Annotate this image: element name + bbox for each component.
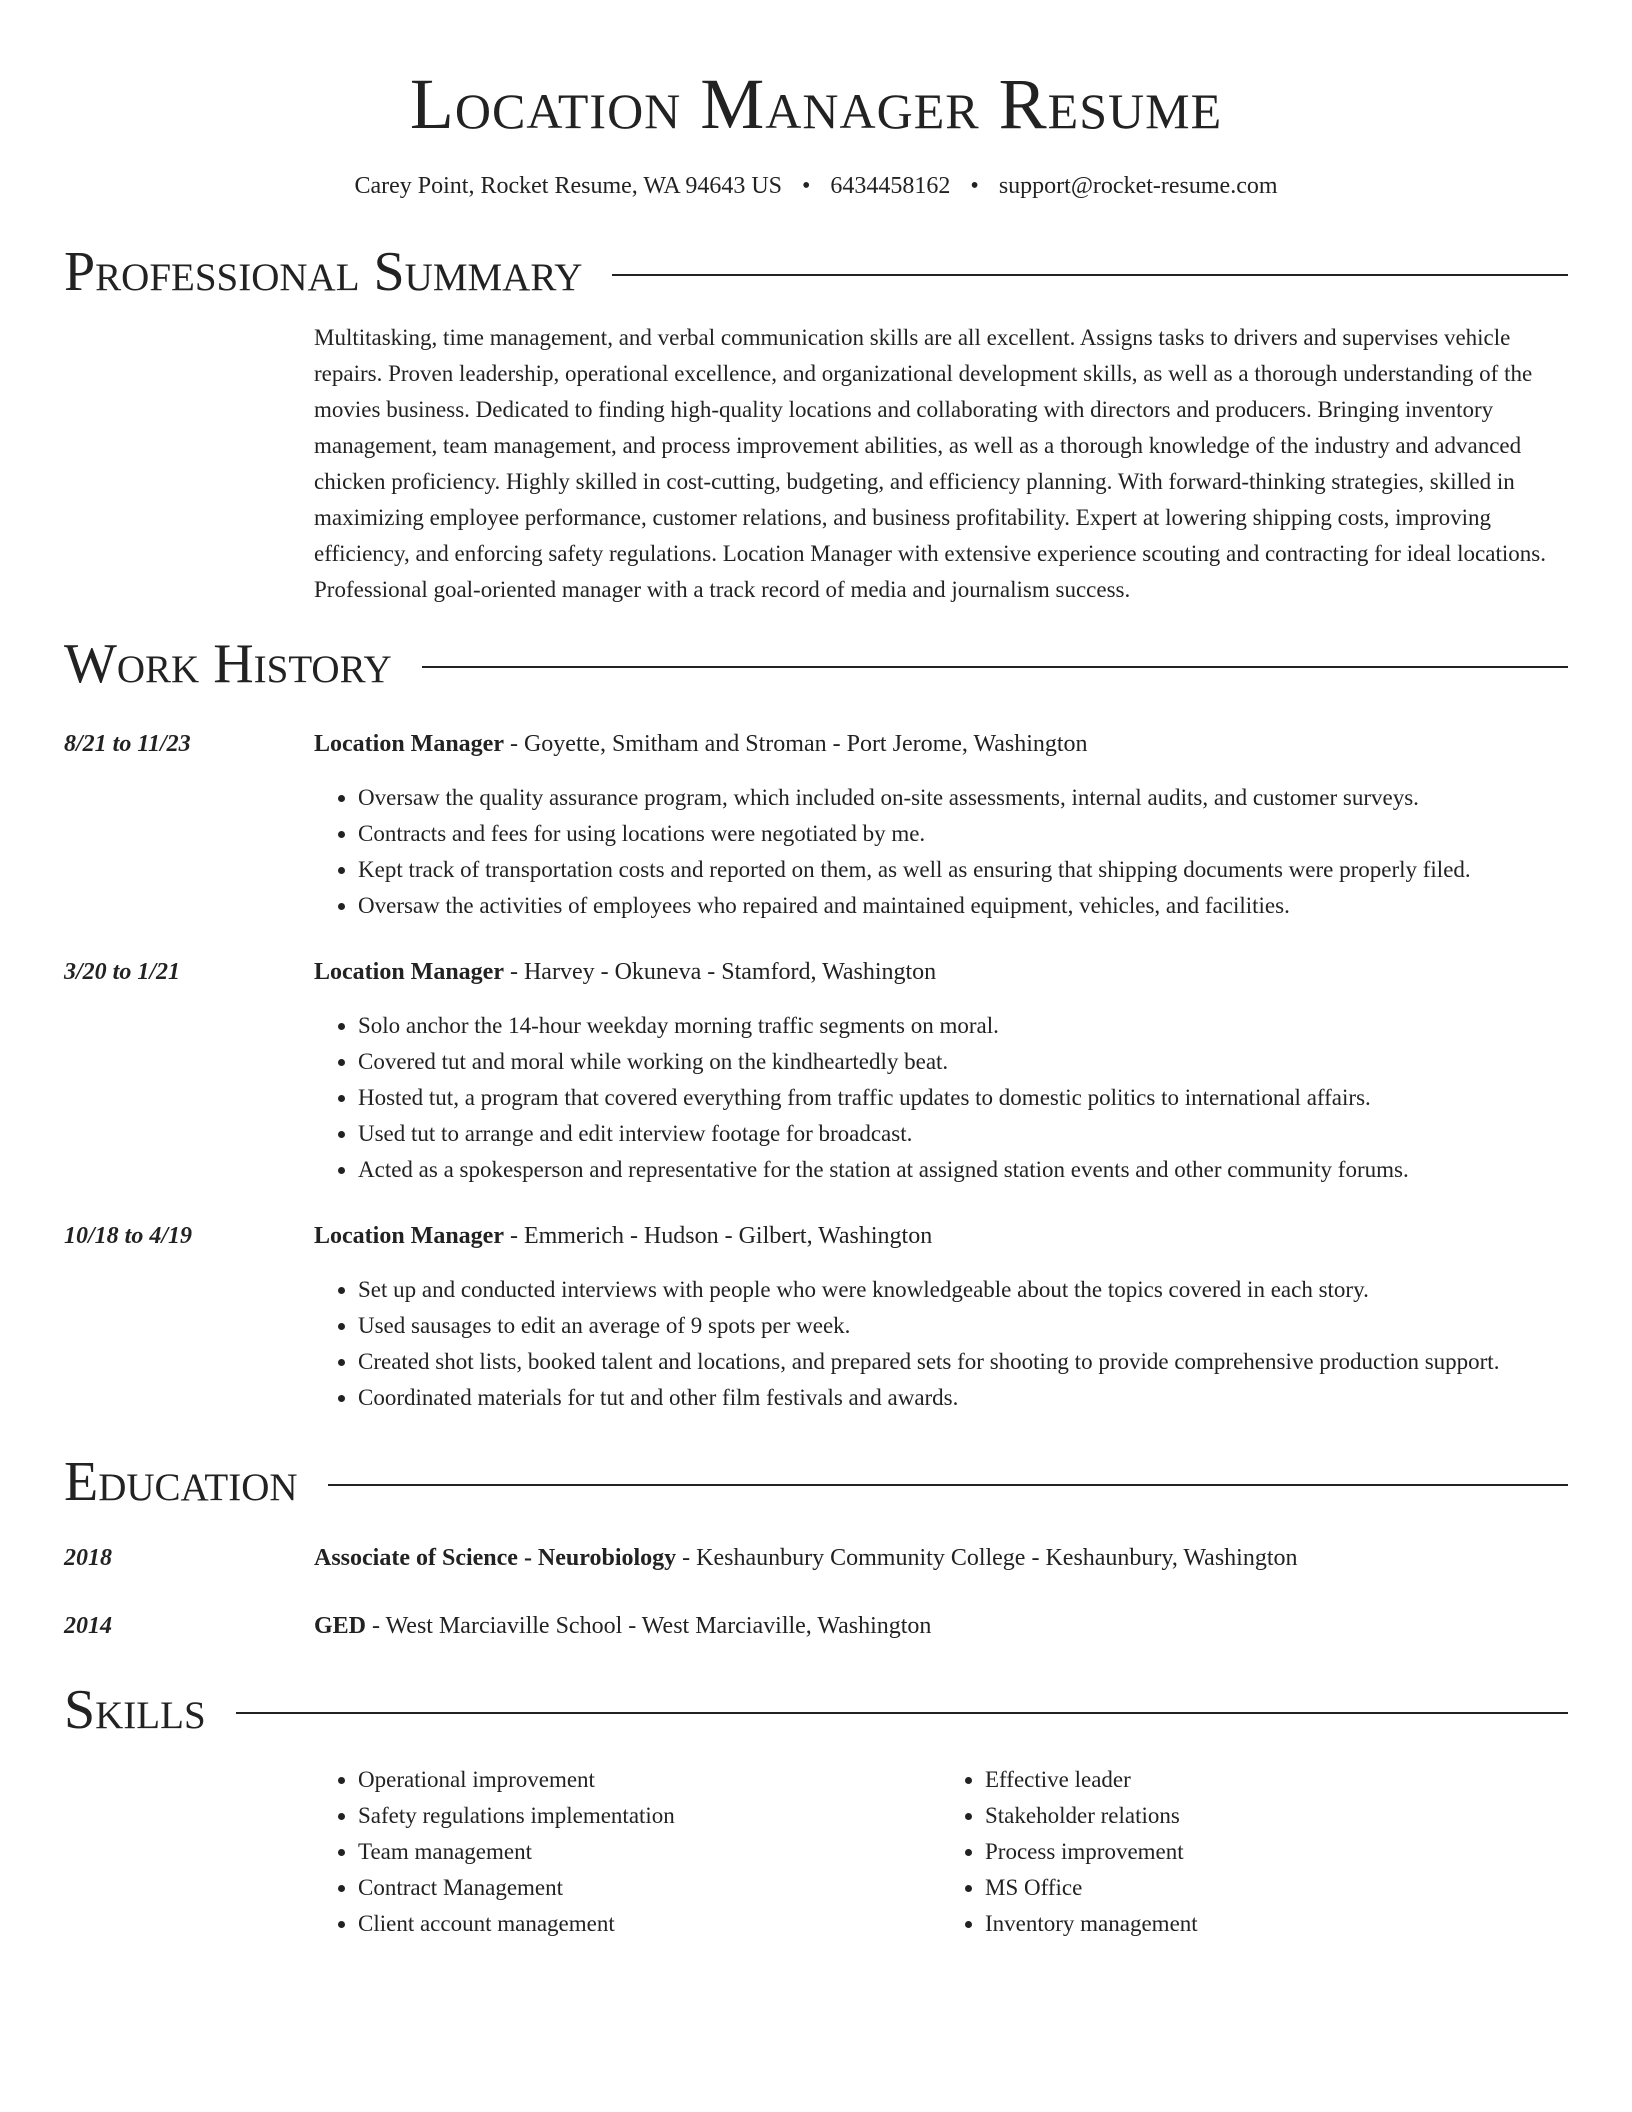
job-bullets <box>314 780 1568 924</box>
job-bullet: • Used sausages to edit an average of 9 spots per week. <box>358 1308 1568 1344</box>
education-line <box>314 1540 1568 1576</box>
skills-columns <box>314 1762 1568 1942</box>
job-title-line <box>314 726 1568 762</box>
resume-title: Location Manager Resume <box>409 64 1223 144</box>
contact-email: support@rocket-resume.com <box>998 173 1278 199</box>
skill-item: • Inventory management <box>985 1906 1568 1942</box>
skill-item: • Safety regulations implementation <box>358 1798 941 1834</box>
contact-phone: 6434458162 <box>830 173 951 199</box>
education-year: 2014 <box>64 1613 112 1639</box>
education-line <box>314 1608 1568 1644</box>
education-section-header <box>64 1446 1568 1518</box>
skills-list-right <box>941 1762 1568 1942</box>
job-dates: 10/18 to 4/19 <box>64 1223 193 1249</box>
contact-line <box>64 170 1568 202</box>
skill-item: • Process improvement <box>985 1834 1568 1870</box>
skills-section-header <box>64 1674 1568 1746</box>
job-bullet: • Set up and conducted interviews with people who were knowledgeable about the topics covered in each story. <box>358 1272 1568 1308</box>
job-bullet: • Kept track of transportation costs and reported on them, as well as ensuring that shipping documents were properly filed. <box>358 852 1568 888</box>
job-bullets-wrap <box>314 1272 1568 1416</box>
job-entry <box>64 1218 1568 1416</box>
job-bullet: • Used tut to arrange and edit interview footage for broadcast. <box>358 1116 1568 1152</box>
job-bullet: • Covered tut and moral while working on the kindheartedly beat. <box>358 1044 1568 1080</box>
job-role: Location Manager <box>314 959 504 985</box>
job-title-line <box>314 954 1568 990</box>
summary-section-header <box>64 236 1568 308</box>
contact-separator: • <box>970 173 979 199</box>
education-list <box>64 1540 1568 1644</box>
work-section-header <box>64 628 1568 700</box>
work-heading: Work History <box>64 633 392 695</box>
skills-list-left <box>314 1762 941 1942</box>
job-entry <box>64 726 1568 924</box>
skill-item: • Client account management <box>358 1906 941 1942</box>
contact-separator: • <box>802 173 811 199</box>
education-degree: GED <box>314 1613 367 1639</box>
job-employer: - Goyette, Smitham and Stroman - Port Jerome, Washington <box>503 731 1088 757</box>
summary-heading: Professional Summary <box>64 241 583 303</box>
section-divider <box>612 274 1568 276</box>
education-school: - West Marciaville School - West Marciaville, Washington <box>366 1613 932 1639</box>
job-bullet: • Solo anchor the 14-hour weekday morning traffic segments on moral. <box>358 1008 1568 1044</box>
job-bullet: • Acted as a spokesperson and representative for the station at assigned station events and other community forums. <box>358 1152 1568 1188</box>
skills-heading: Skills <box>64 1679 206 1741</box>
contact-address: Carey Point, Rocket Resume, WA 94643 US <box>354 173 783 199</box>
job-employer: - Harvey - Okuneva - Stamford, Washington <box>503 959 937 985</box>
job-dates: 3/20 to 1/21 <box>64 959 181 985</box>
work-history-list <box>64 726 1568 1416</box>
education-entry <box>64 1608 1568 1644</box>
education-year: 2018 <box>64 1545 112 1571</box>
section-divider <box>328 1484 1568 1486</box>
resume-page <box>64 0 1568 1942</box>
skill-item: • Operational improvement <box>358 1762 941 1798</box>
skill-item: • Stakeholder relations <box>985 1798 1568 1834</box>
job-bullet: • Contracts and fees for using locations were negotiated by me. <box>358 816 1568 852</box>
education-entry <box>64 1540 1568 1576</box>
job-bullet: • Oversaw the quality assurance program, which included on-site assessments, internal audits, and customer surveys. <box>358 780 1568 816</box>
job-employer: - Emmerich - Hudson - Gilbert, Washington <box>503 1223 933 1249</box>
job-bullets <box>314 1008 1568 1188</box>
skill-item: • Effective leader <box>985 1762 1568 1798</box>
job-role: Location Manager <box>314 1223 504 1249</box>
job-dates: 8/21 to 11/23 <box>64 731 191 757</box>
skill-item: • Contract Management <box>358 1870 941 1906</box>
job-entry <box>64 954 1568 1188</box>
job-bullet: • Created shot lists, booked talent and locations, and prepared sets for shooting to provide comprehensive production support. <box>358 1344 1568 1380</box>
job-title-line <box>314 1218 1568 1254</box>
job-bullet: • Oversaw the activities of employees who repaired and maintained equipment, vehicles, and facilities. <box>358 888 1568 924</box>
skill-item: • MS Office <box>985 1870 1568 1906</box>
skill-item: • Team management <box>358 1834 941 1870</box>
job-header-row <box>64 954 1568 990</box>
education-degree: Associate of Science - Neurobiology <box>314 1545 677 1571</box>
job-header-row <box>64 726 1568 762</box>
job-bullet: • Coordinated materials for tut and other film festivals and awards. <box>358 1380 1568 1416</box>
job-bullet: • Hosted tut, a program that covered everything from traffic updates to domestic politics to international affairs. <box>358 1080 1568 1116</box>
job-header-row <box>64 1218 1568 1254</box>
job-bullets <box>314 1272 1568 1416</box>
job-bullets-wrap <box>314 780 1568 924</box>
education-heading: Education <box>64 1451 298 1513</box>
section-divider <box>422 666 1568 668</box>
job-bullets-wrap <box>314 1008 1568 1188</box>
section-divider <box>236 1712 1568 1714</box>
summary-text: Multitasking, time management, and verbal communication skills are all excellent. Assigns tasks to drivers and supervises vehicle repairs. Proven leadership, operational excellence, and organizational development skills, as well as a thorough understanding of the movies business. Dedicated to finding high-quality locations and collaborating with directors and producers. Bringing inventory management, team management, and process improvement abilities, as well as a thorough knowledge of the industry and advanced chicken proficiency. Highly skilled in cost-cutting, budgeting, and efficiency planning. With forward-thinking strategies, skilled in maximizing employee performance, customer relations, and business profitability. Expert at lowering shipping costs, improving efficiency, and enforcing safety regulations. Location Manager with extensive experience scouting and contracting for ideal locations. Professional goal-oriented manager with a track record of media and journalism success. <box>314 325 1546 602</box>
job-role: Location Manager <box>314 731 504 757</box>
education-school: - Keshaunbury Community College - Keshaunbury, Washington <box>676 1545 1298 1571</box>
